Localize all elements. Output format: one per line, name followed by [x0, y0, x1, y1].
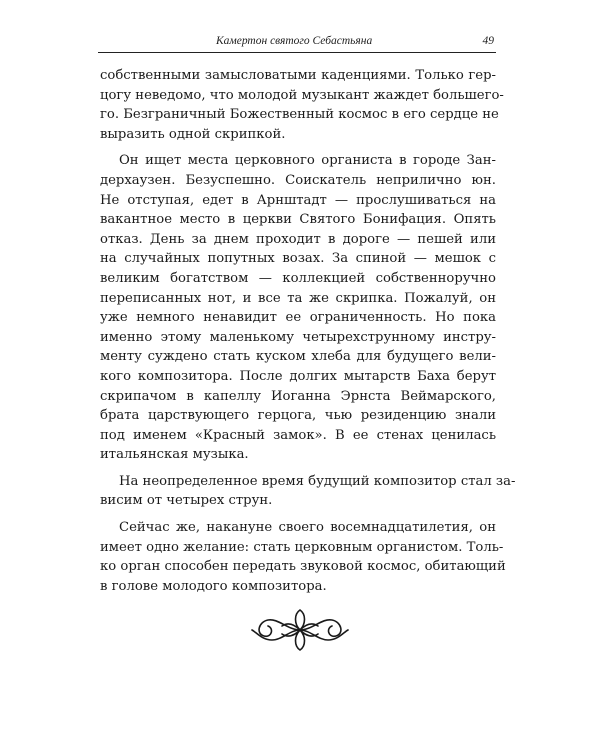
text-line: менту суждено стать куском хлеба для будущего вели-	[100, 349, 496, 365]
text-line: дерхаузен. Безуспешно. Соискатель неприлично юн.	[100, 172, 496, 188]
paragraph-1	[100, 66, 504, 144]
text-line: го. Безграничный Божественный космос в его сердце не	[100, 107, 499, 123]
text-line: Сейчас же, накануне своего восемнадцатилетия, он	[119, 520, 496, 536]
body-text	[100, 66, 516, 596]
text-line: кого композитора. После долгих мытарств Баха берут	[100, 368, 496, 384]
paragraph-2	[100, 151, 496, 465]
text-line: переписанных нот, и все та же скрипка. Пожалуй, он	[100, 290, 496, 306]
text-line: великим богатством — коллекцией собственноручно	[100, 270, 496, 286]
text-line: выразить одной скрипкой.	[100, 126, 286, 142]
text-line: под именем «Красный замок». В ее стенах ценилась	[100, 427, 496, 443]
text-line: имеет одно желание: стать церковным органистом. Толь-	[100, 539, 504, 555]
text-line: Он ищет места церковного органиста в городе Зан-	[119, 153, 496, 169]
text-line: собственными замысловатыми каденциями. Только гер-	[100, 68, 496, 83]
text-line: цогу неведомо, что молодой музыкант жаждет большего-	[100, 87, 504, 103]
flourish-ornament-icon	[248, 606, 352, 654]
paragraph-4	[100, 518, 506, 596]
text-line: висим от четырех струн.	[100, 493, 273, 509]
text-line: брата царствующего герцога, чью резиденцию знали	[100, 408, 496, 424]
text-line: На неопределенное время будущий композитор стал за-	[119, 473, 516, 489]
running-title: Камертон святого Себастьяна	[216, 35, 373, 47]
text-line: именно этому маленькому четырехструнному инстру-	[100, 329, 496, 345]
text-line: уже немного ненавидит ее ограниченность. Но пока	[100, 310, 496, 326]
text-line: отказ. День за днем проходит в дороге — пешей или	[100, 231, 496, 247]
text-line: Не отступая, едет в Арнштадт — прослушиваться на	[100, 192, 496, 208]
text-line: вакантное место в церкви Святого Бонифация. Опять	[100, 212, 496, 228]
text-line: ко орган способен передать звуковой космос, обитающий	[100, 559, 506, 575]
text-line: скрипачом в капеллу Иоганна Эрнста Веймарского,	[100, 388, 496, 404]
text-line: итальянская музыка.	[100, 447, 249, 463]
text-line: на случайных попутных возах. За спиной — мешок с	[100, 251, 496, 267]
text-line: в голове молодого композитора.	[100, 578, 327, 594]
running-head	[98, 34, 496, 53]
paragraph-3	[100, 472, 516, 511]
page-number: 49	[482, 35, 494, 47]
